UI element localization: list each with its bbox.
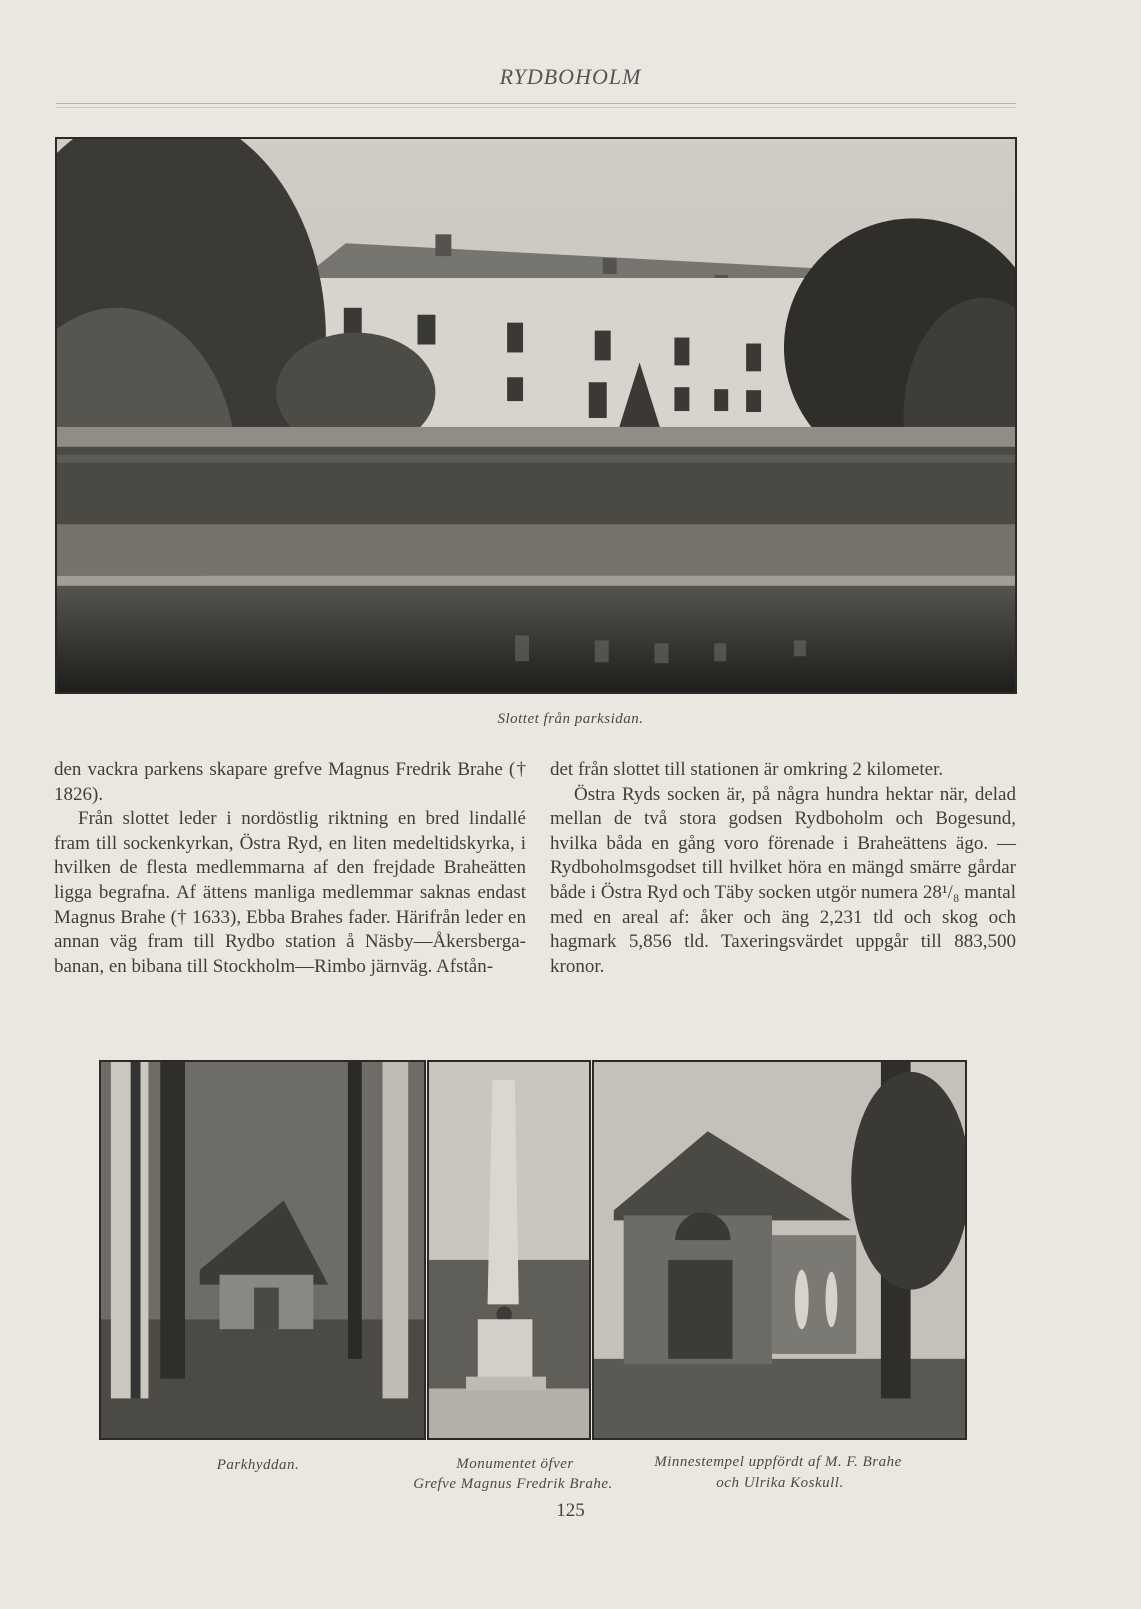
running-header: RYDBOHOLM — [499, 64, 642, 89]
page-number: 125 — [556, 1500, 585, 1521]
text-column-left — [54, 758, 526, 979]
header-rule — [56, 103, 1016, 104]
paragraph: den vackra parkens skapare grefve Magnus Fredrik Brahe († 1826). — [54, 759, 526, 805]
castle-photo-caption: Slottet från parksidan. — [497, 711, 644, 727]
text-column-right — [550, 758, 1016, 979]
monument-photo — [427, 1060, 591, 1440]
memorial-temple-photo — [592, 1060, 967, 1440]
paragraph: Östra Ryds socken är, på några hundra hektar när, delad mellan de två stora godsen Rydboholm och Bogesund, hvilka båda en gång voro förenade i Braheättens ägo. — Rydboholmsgodset till hvilket höra en mängd smärre gårdar både i Östra Ryd och Täby socken utgör numera 28¹/₈ mantal med en areal af: åker och äng 2,231 tld och skog och hagmark 5,856 tld. Taxeringsvärdet uppgår till 883,500 kronor. — [550, 783, 1016, 977]
castle-photo — [55, 137, 1017, 694]
park-hut-photo — [99, 1060, 426, 1440]
monument-caption-line1: Monumentet öfver — [456, 1456, 574, 1472]
temple-caption-line2: och Ulrika Koskull. — [716, 1475, 844, 1491]
monument-caption-line2: Grefve Magnus Fredrik Brahe. — [413, 1476, 613, 1492]
paragraph: Från slottet leder i nordöstlig riktning en bred lindallé fram till sockenkyrkan, Östra Ryd, en liten medeltidskyrka, i hvilken de flesta medlemmarna af den frejdade Braheätten ligga begrafna. Af ättens manliga medlemmar saknas endast Magnus Brahe († 1633), Ebba Brahes fader. Härifrån leder en annan väg fram till Rydbo station å Näsby—Åkersberga-banan, en bibana till Stockholm—Rimbo järnväg. Afstån- — [54, 808, 526, 977]
paragraph: det från slottet till stationen är omkring 2 kilometer. — [550, 759, 944, 780]
header-rule-secondary — [56, 107, 1016, 108]
park-hut-caption: Parkhyddan. — [216, 1457, 300, 1473]
temple-caption-line1: Minnestempel uppfördt af M. F. Brahe — [654, 1454, 902, 1470]
